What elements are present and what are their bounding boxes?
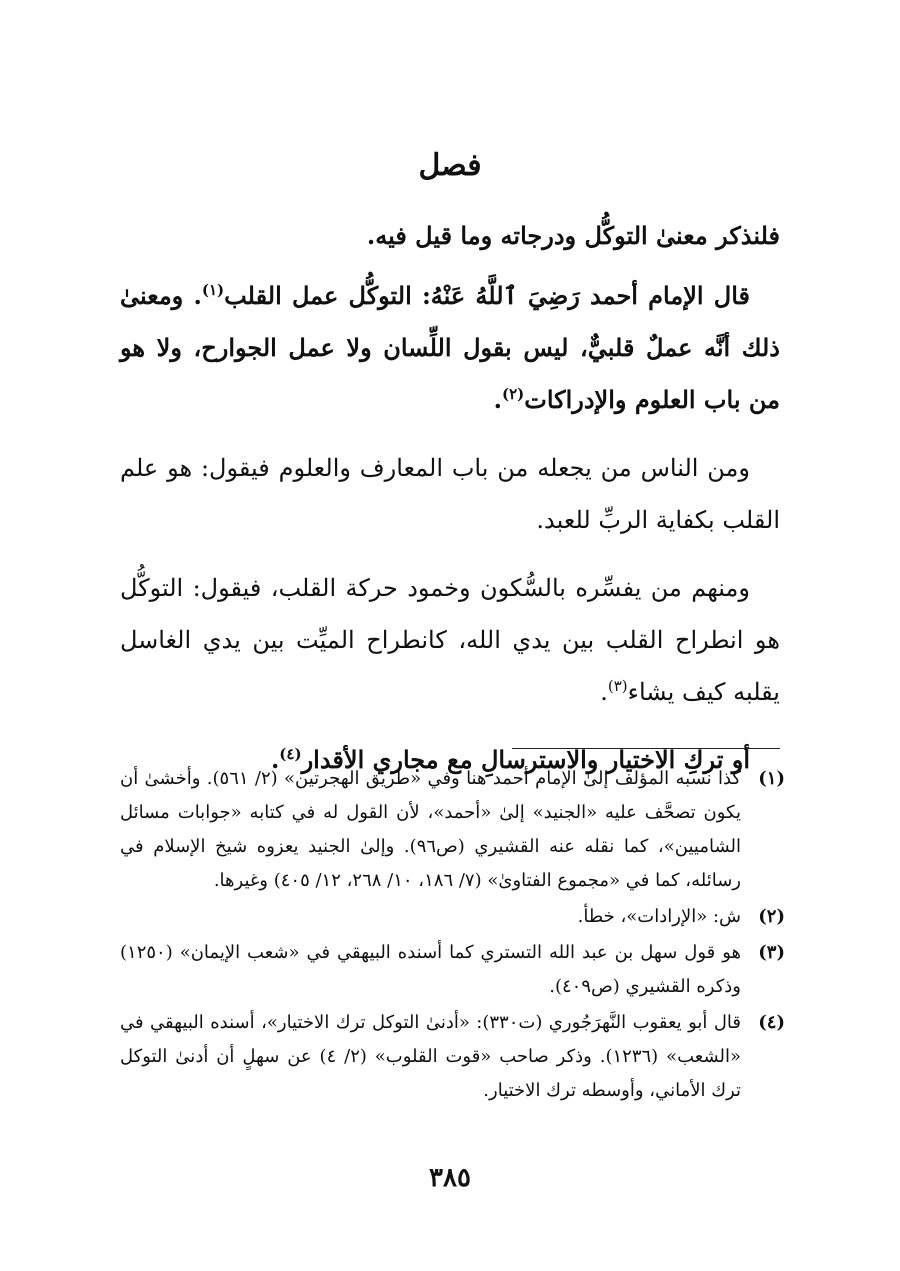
footnote-ref-3[interactable]: (٣): [607, 677, 628, 695]
footnote-number: (٣): [758, 942, 785, 963]
paragraph-text: . ومعنىٰ ذلك أنَّه عملٌ قلبيٌّ، ليس بقول اللِّسان ولا عمل الجوارح، ولا هو من باب العلوم والإدراكات: [120, 281, 780, 414]
footnote-1: [120, 762, 785, 898]
footnote-text: هو قول سهل بن عبد الله التستري كما أسنده البيهقي في «شعب الإيمان» (١٢٥٠) وذكره القشيري (ص٤٠٩).: [120, 942, 741, 997]
footnote-ref-2[interactable]: (٢): [501, 385, 525, 403]
paragraph-knowledge: ومن الناس من يجعله من باب المعارف والعلوم فيقول: هو علم القلب بكفاية الربِّ للعبد.: [120, 454, 780, 534]
footnote-divider: [512, 748, 780, 749]
paragraph-imam-ahmad: [120, 270, 780, 426]
footnote-3: [120, 936, 785, 1004]
footnote-ref-1[interactable]: (١): [201, 281, 225, 299]
footnote-number: (٢): [758, 906, 785, 927]
footnote-2: [120, 900, 785, 934]
paragraph-text: قال الإمام أحمد رَضِيَ ٱللَّهُ عَنْهُ: التوكُّل عمل القلب: [224, 281, 750, 310]
footnote-text: ش: «الإرادات»، خطأ.: [577, 906, 741, 927]
footnote-text: قال أبو يعقوب النَّهرَجُوري (ت٣٣٠): «أدنىٰ التوكل ترك الاختيار»، أسنده البيهقي في «الشعب» (١٢٣٦). وذكر صاحب «قوت القلوب» (٢/ ٤) عن سهلٍ أن أدنىٰ التوكل ترك الأماني، وأوسطه ترك الاختيار.: [120, 1012, 742, 1101]
paragraph-text: .: [270, 745, 280, 774]
footnote-text: كذا نسبه المؤلف إلىٰ الإمام أحمد هنا وفي «طريق الهجرتين» (٢/ ٥٦١). وأخشىٰ أن يكون تصحَّف عليه «الجنيد» إلىٰ «أحمد»، لأن القول له في كتابه «جوابات مسائل الشاميين»، كما نقله عنه القشيري (ص٩٦). وإلىٰ الجنيد يعزوه شيخ الإسلام في رسائله، كما في «مجموع الفتاوىٰ» (٧/ ١٨٦، ١٠/ ٢٦٨، ١٢/ ٤٠٥) وغيرها.: [120, 768, 741, 891]
footnotes: [120, 762, 785, 1110]
footnote-ref-4[interactable]: (٤): [279, 745, 302, 763]
footnote-number: (٤): [758, 1012, 785, 1033]
paragraph-stillness: [120, 562, 780, 718]
footnote-number: (١): [758, 768, 785, 789]
paragraph-text: .: [600, 678, 608, 706]
paragraph-text: أو تركِ الاختيار والاسترسالِ مع مجاري الأقدار: [301, 745, 750, 774]
paragraph-text: ومنهم من يفسِّره بالسُّكون وخمود حركة القلب، فيقول: التوكُّل هو انطراح القلب بين يدي الله، كانطراح الميِّت بين يدي الغاسل يقلبه كيف يشاء: [120, 574, 780, 706]
section-heading: فصل: [418, 148, 482, 183]
paragraph-intro: فلنذكر معنىٰ التوكُّل ودرجاته وما قيل فيه.: [366, 221, 780, 250]
main-text: [120, 210, 780, 802]
footnote-4: [120, 1006, 785, 1108]
paragraph-text: .: [493, 385, 502, 414]
page-number: ٣٨٥: [429, 1163, 471, 1193]
